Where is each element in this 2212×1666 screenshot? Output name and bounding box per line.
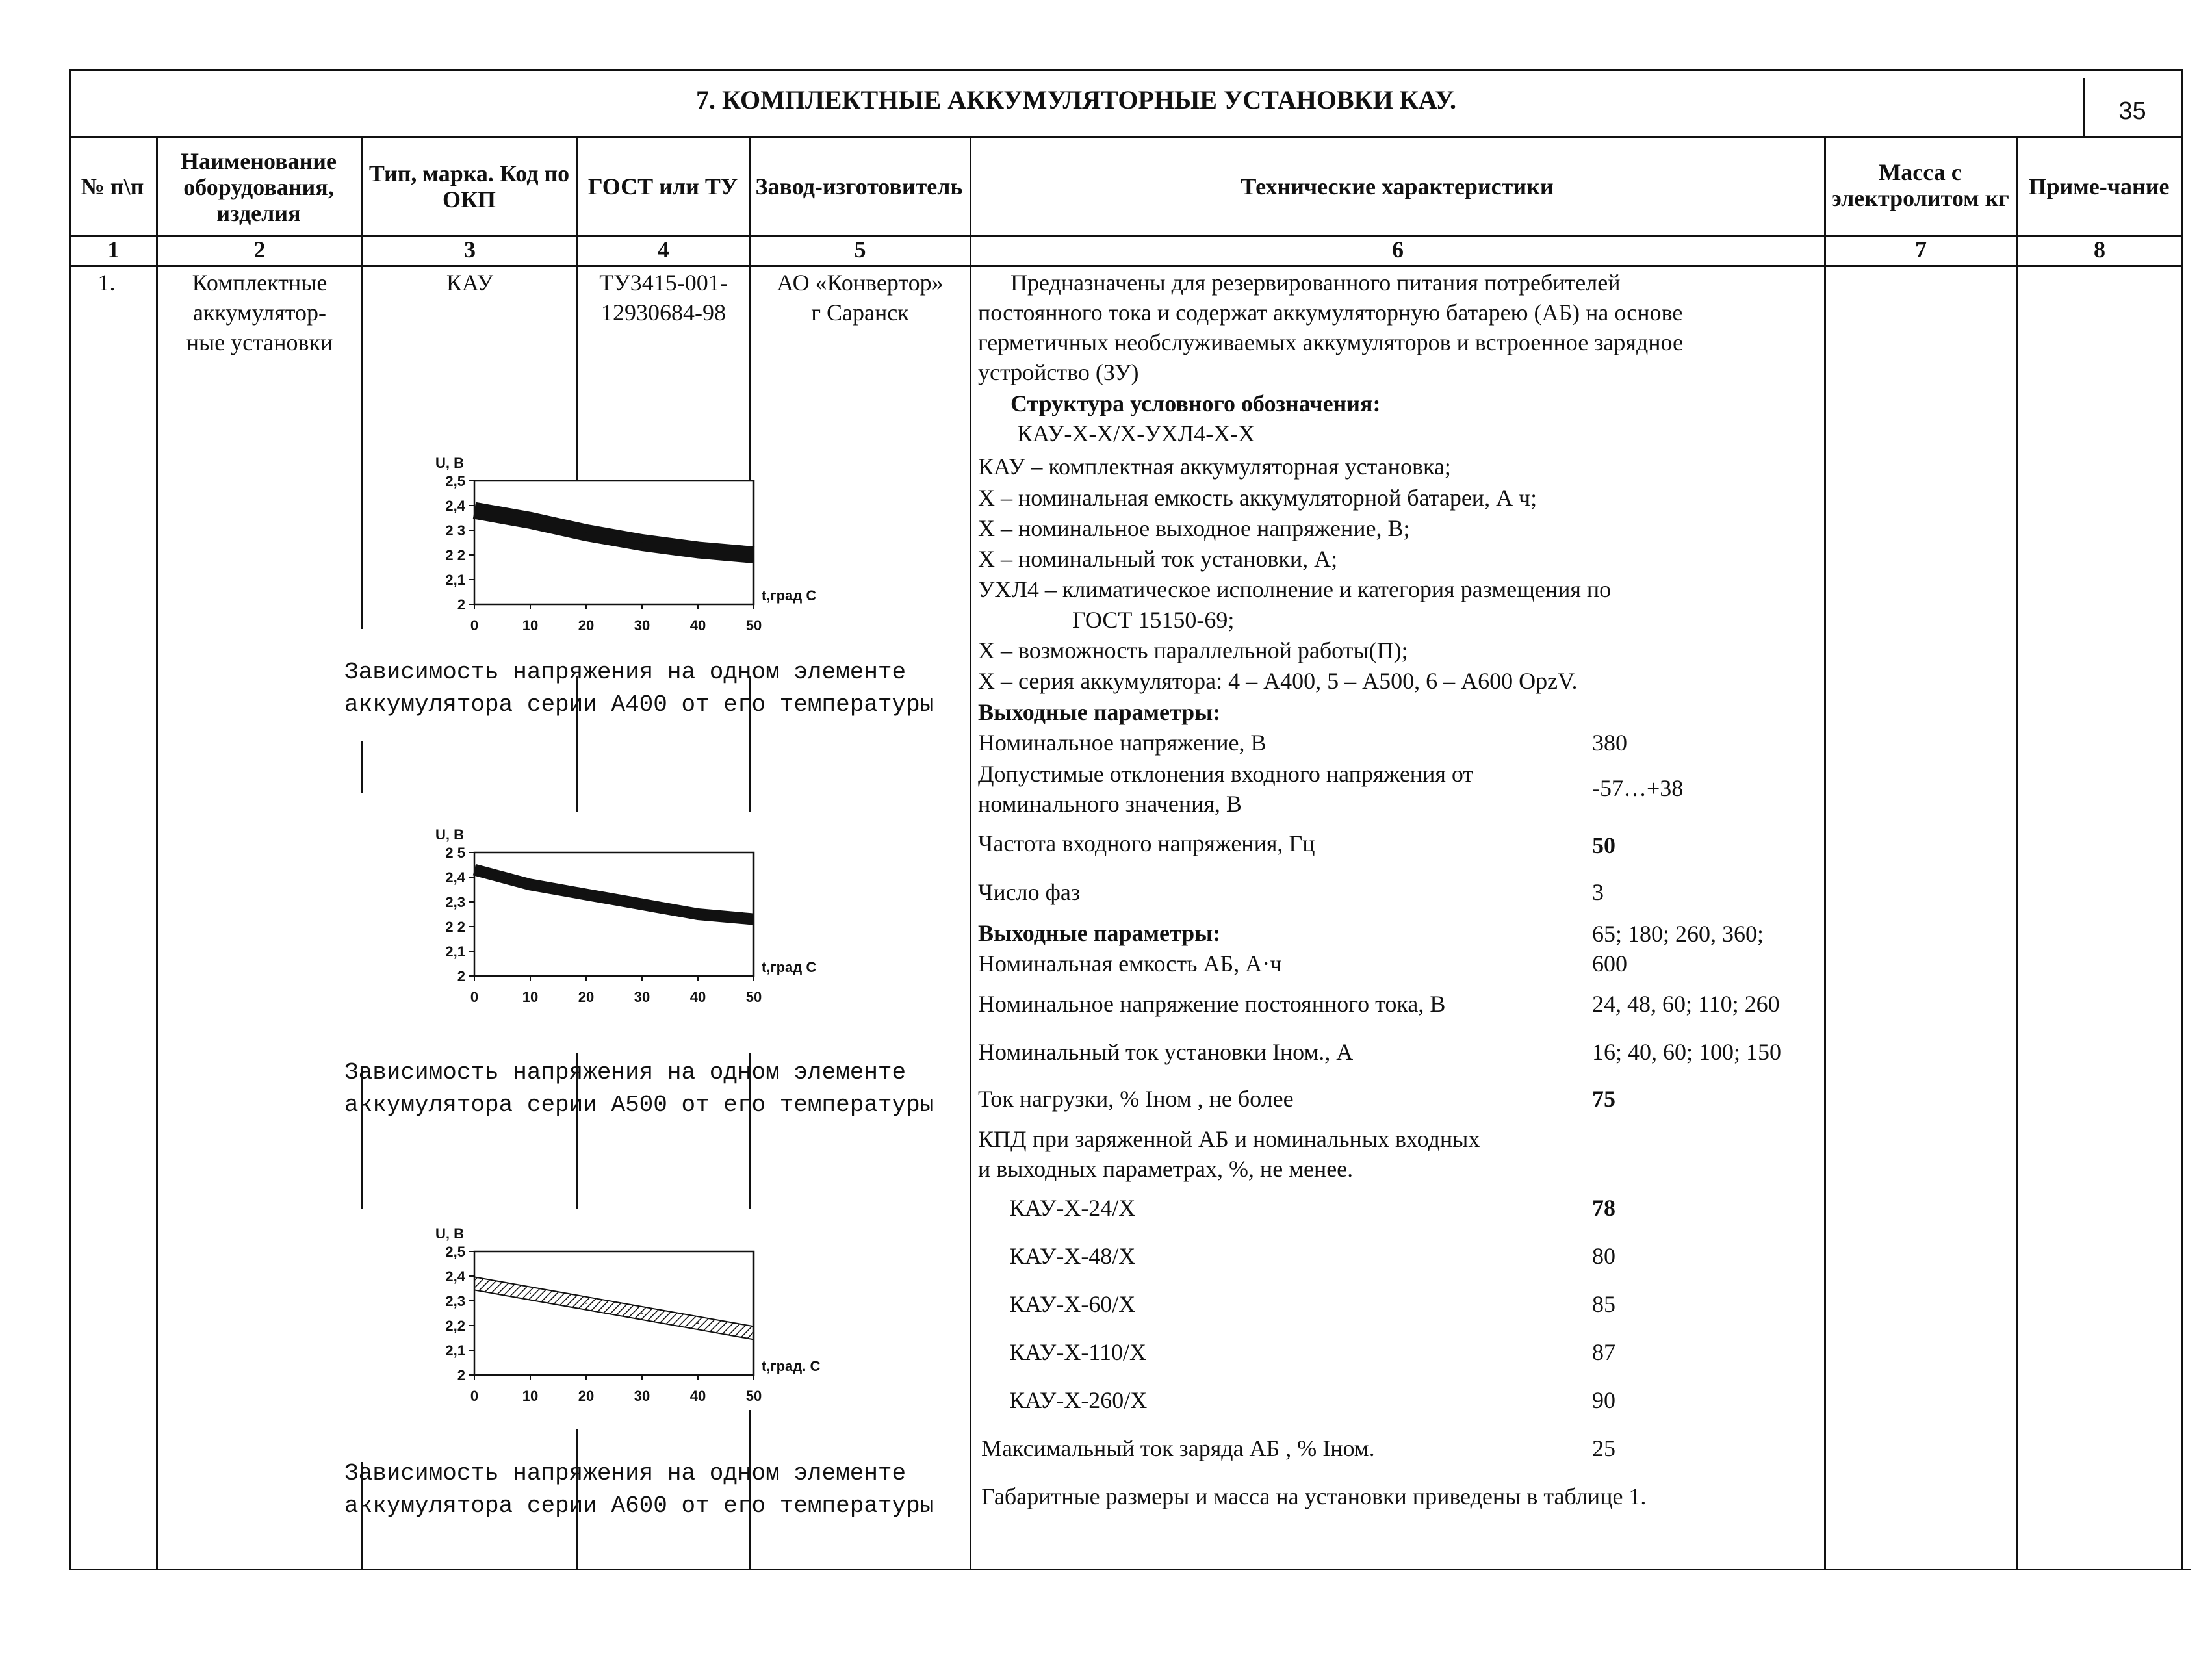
header-col-num: № п\п bbox=[81, 173, 144, 199]
data-point bbox=[641, 542, 643, 543]
row-type: КАУ bbox=[446, 270, 494, 296]
efficiency-label: КАУ-Х-260/Х bbox=[1009, 1387, 1148, 1413]
x-tick-label: 50 bbox=[745, 989, 762, 1005]
x-tick-label: 0 bbox=[470, 1388, 479, 1404]
nominal-current-value: 16; 40, 60; 100; 150 bbox=[1592, 1039, 1782, 1065]
col-number: 7 bbox=[1915, 237, 1927, 263]
rule-right bbox=[2181, 69, 2183, 1570]
data-point bbox=[641, 904, 643, 905]
efficiency-title: и выходных параметрах, %, не менее. bbox=[978, 1156, 1354, 1182]
param-label: номинального значения, В bbox=[978, 791, 1242, 817]
param-label: Допустимые отклонения входного напряжения от bbox=[978, 761, 1474, 787]
data-point bbox=[641, 1313, 643, 1314]
row-maker-line: г Саранск bbox=[811, 300, 909, 326]
col-number: 8 bbox=[2094, 237, 2105, 263]
structure-title: Структура условного обозначения: bbox=[1010, 391, 1381, 416]
rule-col-5 bbox=[970, 136, 971, 1569]
col-number: 2 bbox=[253, 237, 266, 263]
x-tick-label: 20 bbox=[578, 1388, 595, 1404]
param-label: Число фаз bbox=[978, 879, 1081, 905]
efficiency-label: КАУ-Х-110/Х bbox=[1009, 1339, 1146, 1365]
header-col-type: Тип, марка. Код по ОКП bbox=[368, 160, 570, 212]
chart-caption: аккумулятора серии А500 от его температуры bbox=[344, 1092, 934, 1118]
data-point bbox=[530, 884, 531, 885]
row-number: 1. bbox=[97, 270, 116, 296]
chart-caption: Зависимость напряжения на одном элементе bbox=[344, 659, 907, 686]
data-line bbox=[474, 870, 754, 919]
y-tick-label: 2,5 bbox=[445, 1244, 465, 1260]
data-band bbox=[474, 1277, 754, 1339]
row-maker-line: АО «Конвертор» bbox=[777, 270, 944, 296]
capacity-value: 65; 180; 260, 360; bbox=[1592, 921, 1764, 947]
capacity-value: 600 bbox=[1592, 951, 1627, 977]
y-tick-label: 2,4 bbox=[445, 498, 465, 514]
structure-code: КАУ-Х-Х/Х-УХЛ4-Х-Х bbox=[1017, 420, 1255, 446]
row-name-line: Комплектные bbox=[192, 270, 328, 296]
rule-col-6 bbox=[1824, 136, 1826, 1569]
header-col-note: Приме-чание bbox=[2028, 173, 2170, 199]
y-tick-label: 2,2 bbox=[445, 1318, 465, 1334]
y-tick-label: 2 bbox=[457, 596, 465, 613]
x-tick-label: 40 bbox=[689, 989, 706, 1005]
legend-line: Х – номинальный ток установки, А; bbox=[978, 546, 1338, 572]
efficiency-label: КАУ-Х-48/Х bbox=[1009, 1243, 1136, 1269]
y-tick-label: 2 bbox=[457, 1367, 465, 1383]
legend-line: Х – номинальная емкость аккумуляторной батареи, А ч; bbox=[978, 485, 1537, 511]
output-title: Выходные параметры: bbox=[978, 699, 1221, 725]
data-point bbox=[697, 1322, 699, 1324]
header-col-name: Наименование оборудования, изделия bbox=[181, 147, 337, 226]
legend-line: Х – возможность параллельной работы(П); bbox=[978, 637, 1408, 663]
param-value: 3 bbox=[1592, 879, 1604, 905]
y-tick-label: 2,1 bbox=[445, 572, 465, 588]
legend-line: ГОСТ 15150-69; bbox=[1072, 607, 1235, 633]
col-number: 4 bbox=[658, 237, 669, 263]
rule-col-7 bbox=[2016, 136, 2018, 1569]
efficiency-label: КАУ-Х-24/Х bbox=[1009, 1195, 1136, 1221]
x-tick-label: 30 bbox=[634, 617, 650, 634]
dc-voltage-label: Номинальное напряжение постоянного тока, В bbox=[978, 991, 1446, 1017]
footer-note: Габаритные размеры и масса на установки приведены в таблице 1. bbox=[981, 1483, 1647, 1509]
y-tick-label: 2,4 bbox=[445, 869, 465, 886]
max-charge-value: 25 bbox=[1592, 1435, 1615, 1461]
header-col-mass: Масса с электролитом кг bbox=[1831, 159, 2009, 211]
chart-caption: Зависимость напряжения на одном элементе bbox=[344, 1460, 907, 1487]
x-axis-label: t,град. С bbox=[762, 1358, 821, 1374]
max-charge-label: Максимальный ток заряда АБ , % Iном. bbox=[981, 1435, 1375, 1461]
legend-line: КАУ – комплектная аккумуляторная установка; bbox=[978, 454, 1451, 480]
param-value: -57…+38 bbox=[1592, 775, 1684, 801]
row-maker bbox=[751, 268, 970, 327]
data-point bbox=[530, 520, 531, 521]
y-tick-label: 2 2 bbox=[445, 919, 465, 935]
x-tick-label: 20 bbox=[578, 617, 595, 634]
rule-numbers-bottom bbox=[69, 265, 2183, 267]
row-gost-line: 12930684-98 bbox=[601, 300, 726, 326]
row-gost-line: ТУ3415-001- bbox=[599, 270, 728, 296]
header-col-maker: Завод-изготовитель bbox=[755, 173, 963, 199]
col-number: 5 bbox=[854, 237, 866, 263]
data-point bbox=[530, 1293, 531, 1294]
data-point bbox=[585, 894, 587, 895]
row-name bbox=[158, 268, 361, 357]
rule-top bbox=[69, 69, 2183, 71]
param-label: Частота входного напряжения, Гц bbox=[978, 830, 1315, 856]
x-tick-label: 10 bbox=[522, 617, 539, 634]
chart-a400 bbox=[403, 448, 858, 643]
y-tick-label: 2,3 bbox=[445, 894, 465, 910]
data-point bbox=[585, 532, 587, 533]
nominal-current-label: Номинальный ток установки Iном., А bbox=[978, 1039, 1354, 1065]
legend-line: Х – серия аккумулятора: 4 – А400, 5 – А500, 6 – А600 OpzV. bbox=[978, 668, 1578, 694]
dc-voltage-value: 24, 48, 60; 110; 260 bbox=[1592, 991, 1780, 1017]
data-point bbox=[474, 1283, 475, 1284]
x-axis-label: t,град С bbox=[762, 587, 817, 604]
y-tick-label: 2 2 bbox=[445, 547, 465, 563]
y-tick-label: 2 3 bbox=[445, 522, 465, 539]
rule-bottom bbox=[69, 1569, 2191, 1570]
intro-line: постоянного тока и содержат аккумуляторную батарею (АБ) на основе bbox=[978, 300, 1683, 326]
col-number: 3 bbox=[464, 237, 476, 263]
capacity-label: Номинальная емкость АБ, А·ч bbox=[978, 951, 1282, 977]
col-number: 1 bbox=[107, 237, 120, 263]
data-point bbox=[697, 549, 699, 550]
efficiency-value: 85 bbox=[1592, 1291, 1615, 1317]
data-point bbox=[474, 869, 475, 871]
chart-caption: аккумулятора серии А400 от его температуры bbox=[344, 691, 934, 718]
col-number: 6 bbox=[1392, 237, 1404, 263]
y-tick-label: 2 bbox=[457, 968, 465, 984]
param-label: Номинальное напряжение, В bbox=[978, 730, 1267, 756]
page-title: 7. КОМПЛЕКТНЫЕ АККУМУЛЯТОРНЫЕ УСТАНОВКИ КАУ. bbox=[695, 85, 1457, 114]
x-tick-label: 10 bbox=[522, 989, 539, 1005]
chart-caption: аккумулятора серии А600 от его температуры bbox=[344, 1493, 934, 1519]
param-value: 50 bbox=[1592, 832, 1615, 858]
y-tick-label: 2,4 bbox=[445, 1268, 465, 1285]
load-current-label: Ток нагрузки, % Iном , не более bbox=[978, 1086, 1294, 1112]
chart-a500 bbox=[403, 820, 858, 1015]
data-line bbox=[474, 511, 754, 555]
x-tick-label: 0 bbox=[470, 617, 479, 634]
header-col-gost: ГОСТ или ТУ bbox=[587, 173, 738, 199]
legend-line: УХЛ4 – климатическое исполнение и категория размещения по bbox=[978, 576, 1612, 602]
y-tick-label: 2 5 bbox=[445, 845, 465, 861]
y-axis-label: U, В bbox=[435, 827, 464, 843]
row-name-line: ные установки bbox=[186, 329, 333, 355]
efficiency-title: КПД при заряженной АБ и номинальных входных bbox=[978, 1126, 1480, 1152]
efficiency-label: КАУ-Х-60/Х bbox=[1009, 1291, 1136, 1317]
data-point bbox=[474, 510, 475, 511]
x-tick-label: 40 bbox=[689, 1388, 706, 1404]
rule-col-2-seg bbox=[361, 741, 363, 793]
row-gost bbox=[578, 268, 749, 327]
y-tick-label: 2,1 bbox=[445, 943, 465, 960]
intro-line: устройство (ЗУ) bbox=[978, 359, 1139, 385]
x-tick-label: 50 bbox=[745, 1388, 762, 1404]
x-tick-label: 20 bbox=[578, 989, 595, 1005]
x-tick-label: 30 bbox=[634, 989, 650, 1005]
chart-a600 bbox=[403, 1219, 858, 1414]
data-point bbox=[753, 554, 754, 556]
rule-col-2-seg bbox=[361, 265, 363, 629]
y-tick-label: 2,3 bbox=[445, 1293, 465, 1309]
efficiency-value: 78 bbox=[1592, 1195, 1615, 1221]
x-tick-label: 0 bbox=[470, 989, 479, 1005]
param-value: 380 bbox=[1592, 730, 1627, 756]
y-axis-label: U, В bbox=[435, 455, 464, 471]
intro-line: герметичных необслуживаемых аккумуляторов и встроенное зарядное bbox=[978, 329, 1683, 355]
y-tick-label: 2,1 bbox=[445, 1342, 465, 1359]
header-col-specs: Технические характеристики bbox=[1241, 173, 1554, 199]
x-tick-label: 10 bbox=[522, 1388, 539, 1404]
data-point bbox=[753, 1332, 754, 1333]
load-current-value: 75 bbox=[1592, 1086, 1615, 1112]
efficiency-value: 87 bbox=[1592, 1339, 1615, 1365]
intro-line: Предназначены для резервированного питания потребителей bbox=[1010, 270, 1621, 296]
x-tick-label: 40 bbox=[689, 617, 706, 634]
row-name-line: аккумулятор- bbox=[193, 300, 326, 326]
chart-caption: Зависимость напряжения на одном элементе bbox=[344, 1059, 907, 1086]
output-title: Выходные параметры: bbox=[978, 920, 1221, 946]
y-tick-label: 2,5 bbox=[445, 473, 465, 489]
x-axis-label: t,град С bbox=[762, 959, 817, 975]
x-tick-label: 30 bbox=[634, 1388, 650, 1404]
efficiency-value: 80 bbox=[1592, 1243, 1615, 1269]
data-point bbox=[585, 1303, 587, 1304]
data-point bbox=[753, 919, 754, 920]
page-number: 35 bbox=[2118, 97, 2146, 125]
efficiency-value: 90 bbox=[1592, 1387, 1615, 1413]
x-tick-label: 50 bbox=[745, 617, 762, 634]
y-axis-label: U, В bbox=[435, 1225, 464, 1242]
data-point bbox=[697, 914, 699, 915]
legend-line: Х – номинальное выходное напряжение, В; bbox=[978, 515, 1410, 541]
